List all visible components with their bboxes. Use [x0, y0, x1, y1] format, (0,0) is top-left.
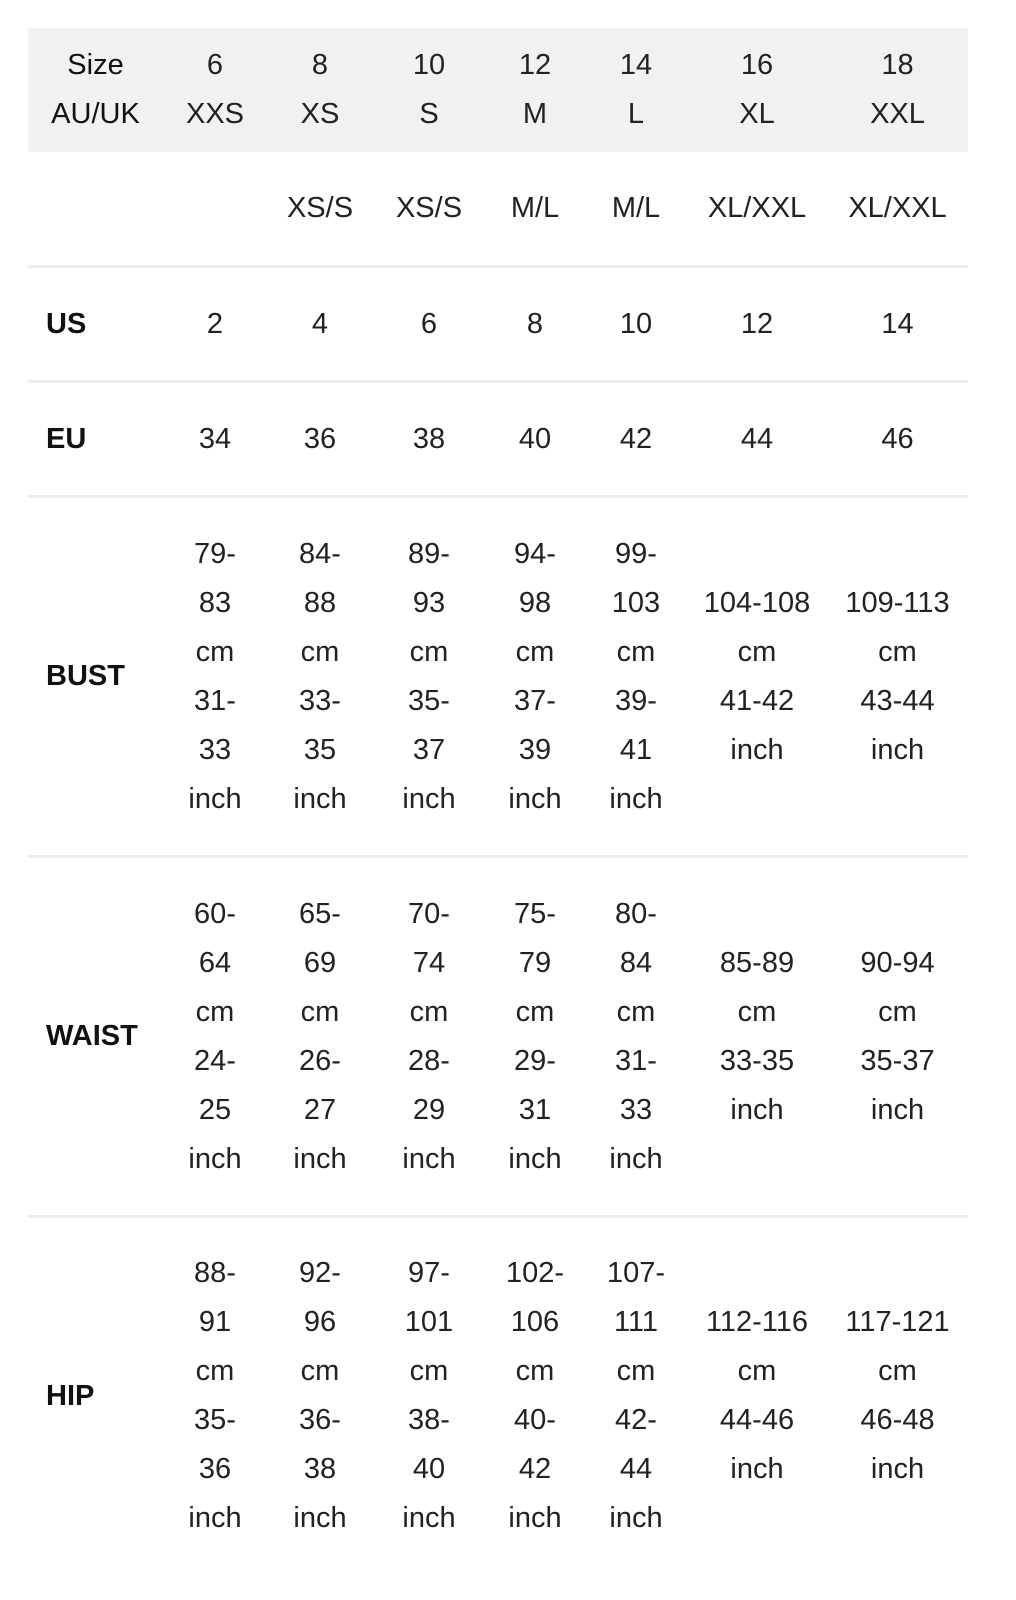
fit-cell: XL/XXL [707, 192, 807, 224]
measure-line: 74 [412, 946, 446, 979]
us-size-cell: 10 [619, 307, 653, 340]
measure-line: cm [616, 635, 656, 668]
waist-row [28, 858, 968, 1218]
measure-line: 43-44 [860, 684, 935, 717]
measure-line: 37- [514, 684, 556, 717]
size-letter: XXL [870, 98, 925, 130]
measure-line: 98 [518, 586, 552, 619]
measure-line: 36 [198, 1453, 232, 1485]
us-row [28, 268, 968, 383]
eu-row [28, 383, 968, 498]
measure-line: 103 [611, 586, 661, 619]
measure-line: cm [515, 635, 555, 668]
bust-cell [267, 530, 373, 824]
size-column-header [687, 41, 827, 139]
measure-line: inch [609, 782, 663, 815]
size-header-label [28, 41, 163, 139]
size-column-header [827, 41, 968, 139]
us-size-cell: 2 [206, 307, 224, 340]
bust-cell [585, 530, 687, 824]
measure-line: cm [195, 1355, 235, 1387]
measure-line: inch [730, 1453, 784, 1485]
eu-size-cell: 42 [619, 422, 653, 455]
size-column-header [163, 41, 267, 139]
measure-line: cm [515, 1355, 555, 1387]
size-label: Size [67, 49, 124, 81]
size-chart [28, 28, 968, 1574]
fit-row [28, 152, 968, 268]
measure-line: 65- [299, 897, 341, 930]
measure-line: 41-42 [719, 684, 795, 717]
size-letter: XXS [185, 98, 245, 130]
fit-cell: XS/S [286, 192, 354, 224]
measure-line: cm [878, 635, 917, 668]
region-label: AU/UK [51, 98, 140, 130]
measure-line: 35-37 [860, 1044, 935, 1077]
measure-line: 107- [606, 1257, 666, 1289]
measure-line: 90-94 [860, 946, 935, 979]
measure-line: 88- [194, 1257, 236, 1289]
size-letter: XS [300, 98, 340, 130]
measure-line: 33- [299, 684, 341, 717]
measure-line: inch [293, 782, 347, 815]
eu-size-cell: 44 [740, 422, 774, 455]
measure-line: 25 [198, 1093, 232, 1126]
measure-line: cm [878, 1355, 917, 1387]
measure-line: 99- [615, 537, 657, 570]
hip-cell [373, 1249, 485, 1543]
measure-line: cm [737, 1355, 777, 1387]
waist-cell [373, 890, 485, 1184]
size-number: 12 [518, 49, 552, 81]
bust-cell [373, 530, 485, 824]
measure-line: 31- [615, 1044, 657, 1077]
size-column-header [585, 41, 687, 139]
measure-line: 38- [408, 1404, 450, 1436]
measure-line: cm [409, 995, 449, 1028]
eu-size-cell: 38 [412, 422, 446, 455]
measure-line: inch [402, 1502, 456, 1534]
measure-line: 42 [518, 1453, 552, 1485]
hip-label: HIP [46, 1379, 95, 1412]
measure-line: inch [870, 1093, 925, 1126]
measure-line: 84 [619, 946, 653, 979]
measure-line: inch [609, 1142, 663, 1175]
eu-label: EU [46, 422, 87, 455]
measure-line: 109-113 [845, 586, 950, 619]
size-number: 18 [881, 49, 914, 81]
measure-line: 44 [619, 1453, 653, 1485]
size-letter: XL [739, 98, 775, 130]
measure-line: 117-121 [845, 1306, 950, 1338]
measure-line: inch [293, 1502, 347, 1534]
measure-line: 39- [615, 684, 657, 717]
hip-cell [163, 1249, 267, 1543]
fit-cell: XL/XXL [848, 192, 947, 224]
measure-line: 79- [194, 537, 236, 570]
measure-line: 91 [198, 1306, 232, 1338]
size-column-header [373, 41, 485, 139]
measure-line: cm [737, 635, 777, 668]
hip-row [28, 1218, 968, 1574]
waist-cell [267, 890, 373, 1184]
bust-cell [687, 579, 827, 775]
measure-line: 79 [518, 946, 552, 979]
measure-line: 24- [194, 1044, 236, 1077]
fit-cell: XS/S [395, 192, 463, 224]
measure-line: inch [730, 1093, 784, 1126]
eu-size-cell: 34 [198, 422, 232, 455]
size-number: 10 [412, 49, 446, 81]
measure-line: 40 [412, 1453, 446, 1485]
size-letter: S [419, 98, 439, 130]
bust-cell [827, 579, 968, 775]
measure-line: 75- [514, 897, 556, 930]
bust-cell [485, 530, 585, 824]
us-size-cell: 14 [881, 307, 914, 340]
measure-line: inch [508, 782, 562, 815]
waist-cell [485, 890, 585, 1184]
bust-label: BUST [46, 660, 125, 692]
measure-line: inch [508, 1142, 562, 1175]
waist-label: WAIST [46, 1020, 138, 1052]
measure-line: 46-48 [860, 1404, 935, 1436]
measure-line: inch [188, 1502, 242, 1534]
measure-line: 29 [412, 1093, 446, 1126]
measure-line: 35 [303, 733, 337, 766]
size-number: 8 [311, 49, 329, 81]
size-number: 14 [619, 49, 653, 81]
measure-line: 36- [299, 1404, 341, 1436]
measure-line: 31 [518, 1093, 552, 1126]
measure-line: 96 [303, 1306, 337, 1338]
waist-cell [163, 890, 267, 1184]
measure-line: inch [870, 733, 925, 766]
measure-line: cm [616, 995, 656, 1028]
measure-line: inch [188, 782, 242, 815]
measure-line: 29- [514, 1044, 556, 1077]
size-column-header [267, 41, 373, 139]
measure-line: 44-46 [719, 1404, 795, 1436]
size-letter: M [522, 98, 548, 130]
size-column-header [485, 41, 585, 139]
measure-line: 101 [404, 1306, 454, 1338]
measure-line: 80- [615, 897, 657, 930]
hip-cell [485, 1249, 585, 1543]
measure-line: 26- [299, 1044, 341, 1077]
measure-line: 60- [194, 897, 236, 930]
measure-line: inch [508, 1502, 562, 1534]
measure-line: inch [609, 1502, 663, 1534]
size-header-row [28, 28, 968, 152]
measure-line: 37 [412, 733, 446, 766]
eu-size-cell: 40 [518, 422, 552, 455]
measure-line: inch [188, 1142, 242, 1175]
measure-line: 39 [518, 733, 552, 766]
size-number: 16 [740, 49, 774, 81]
measure-line: 33-35 [719, 1044, 795, 1077]
size-letter: L [627, 98, 645, 130]
measure-line: cm [195, 995, 235, 1028]
measure-line: 89- [408, 537, 450, 570]
hip-cell [687, 1298, 827, 1494]
measure-line: 28- [408, 1044, 450, 1077]
measure-line: 64 [198, 946, 232, 979]
measure-line: 102- [505, 1257, 565, 1289]
measure-line: 93 [412, 586, 446, 619]
waist-cell [827, 939, 968, 1135]
measure-line: inch [402, 782, 456, 815]
us-size-cell: 4 [311, 307, 329, 340]
waist-cell [687, 939, 827, 1135]
measure-line: 31- [194, 684, 236, 717]
measure-line: 70- [408, 897, 450, 930]
us-size-cell: 6 [420, 307, 438, 340]
hip-cell [267, 1249, 373, 1543]
eu-size-cell: 36 [303, 422, 337, 455]
measure-line: inch [402, 1142, 456, 1175]
measure-line: 40- [514, 1404, 556, 1436]
us-size-cell: 12 [740, 307, 774, 340]
bust-row [28, 498, 968, 858]
measure-line: 33 [198, 733, 232, 766]
measure-line: 94- [514, 537, 556, 570]
measure-line: 35- [194, 1404, 236, 1436]
measure-line: 85-89 [719, 946, 795, 979]
measure-line: cm [300, 1355, 340, 1387]
measure-line: cm [737, 995, 777, 1028]
measure-line: 92- [299, 1257, 341, 1289]
fit-cell: M/L [611, 192, 661, 224]
eu-size-cell: 46 [881, 422, 914, 455]
measure-line: 111 [613, 1306, 659, 1338]
measure-line: cm [409, 635, 449, 668]
measure-line: 88 [303, 586, 337, 619]
measure-line: 97- [408, 1257, 450, 1289]
hip-cell [827, 1298, 968, 1494]
measure-line: cm [409, 1355, 449, 1387]
measure-line: 41 [619, 733, 653, 766]
measure-line: 27 [303, 1093, 337, 1126]
hip-cell [585, 1249, 687, 1543]
measure-line: 35- [408, 684, 450, 717]
bust-cell [163, 530, 267, 824]
fit-cell: M/L [510, 192, 560, 224]
measure-line: cm [515, 995, 555, 1028]
measure-line: 84- [299, 537, 341, 570]
measure-line: cm [878, 995, 917, 1028]
measure-line: 112-116 [705, 1306, 809, 1338]
measure-line: cm [616, 1355, 656, 1387]
measure-line: cm [300, 995, 340, 1028]
measure-line: 42- [615, 1404, 657, 1436]
measure-line: 38 [303, 1453, 337, 1485]
measure-line: 104-108 [703, 586, 811, 619]
measure-line: inch [730, 733, 784, 766]
us-label: US [46, 307, 87, 340]
measure-line: inch [870, 1453, 925, 1485]
measure-line: 106 [510, 1306, 560, 1338]
measure-line: inch [293, 1142, 347, 1175]
measure-line: 33 [619, 1093, 653, 1126]
waist-cell [585, 890, 687, 1184]
measure-line: cm [300, 635, 340, 668]
size-number: 6 [206, 49, 224, 81]
measure-line: 83 [198, 586, 232, 619]
measure-line: cm [195, 635, 235, 668]
us-size-cell: 8 [526, 307, 544, 340]
measure-line: 69 [303, 946, 337, 979]
